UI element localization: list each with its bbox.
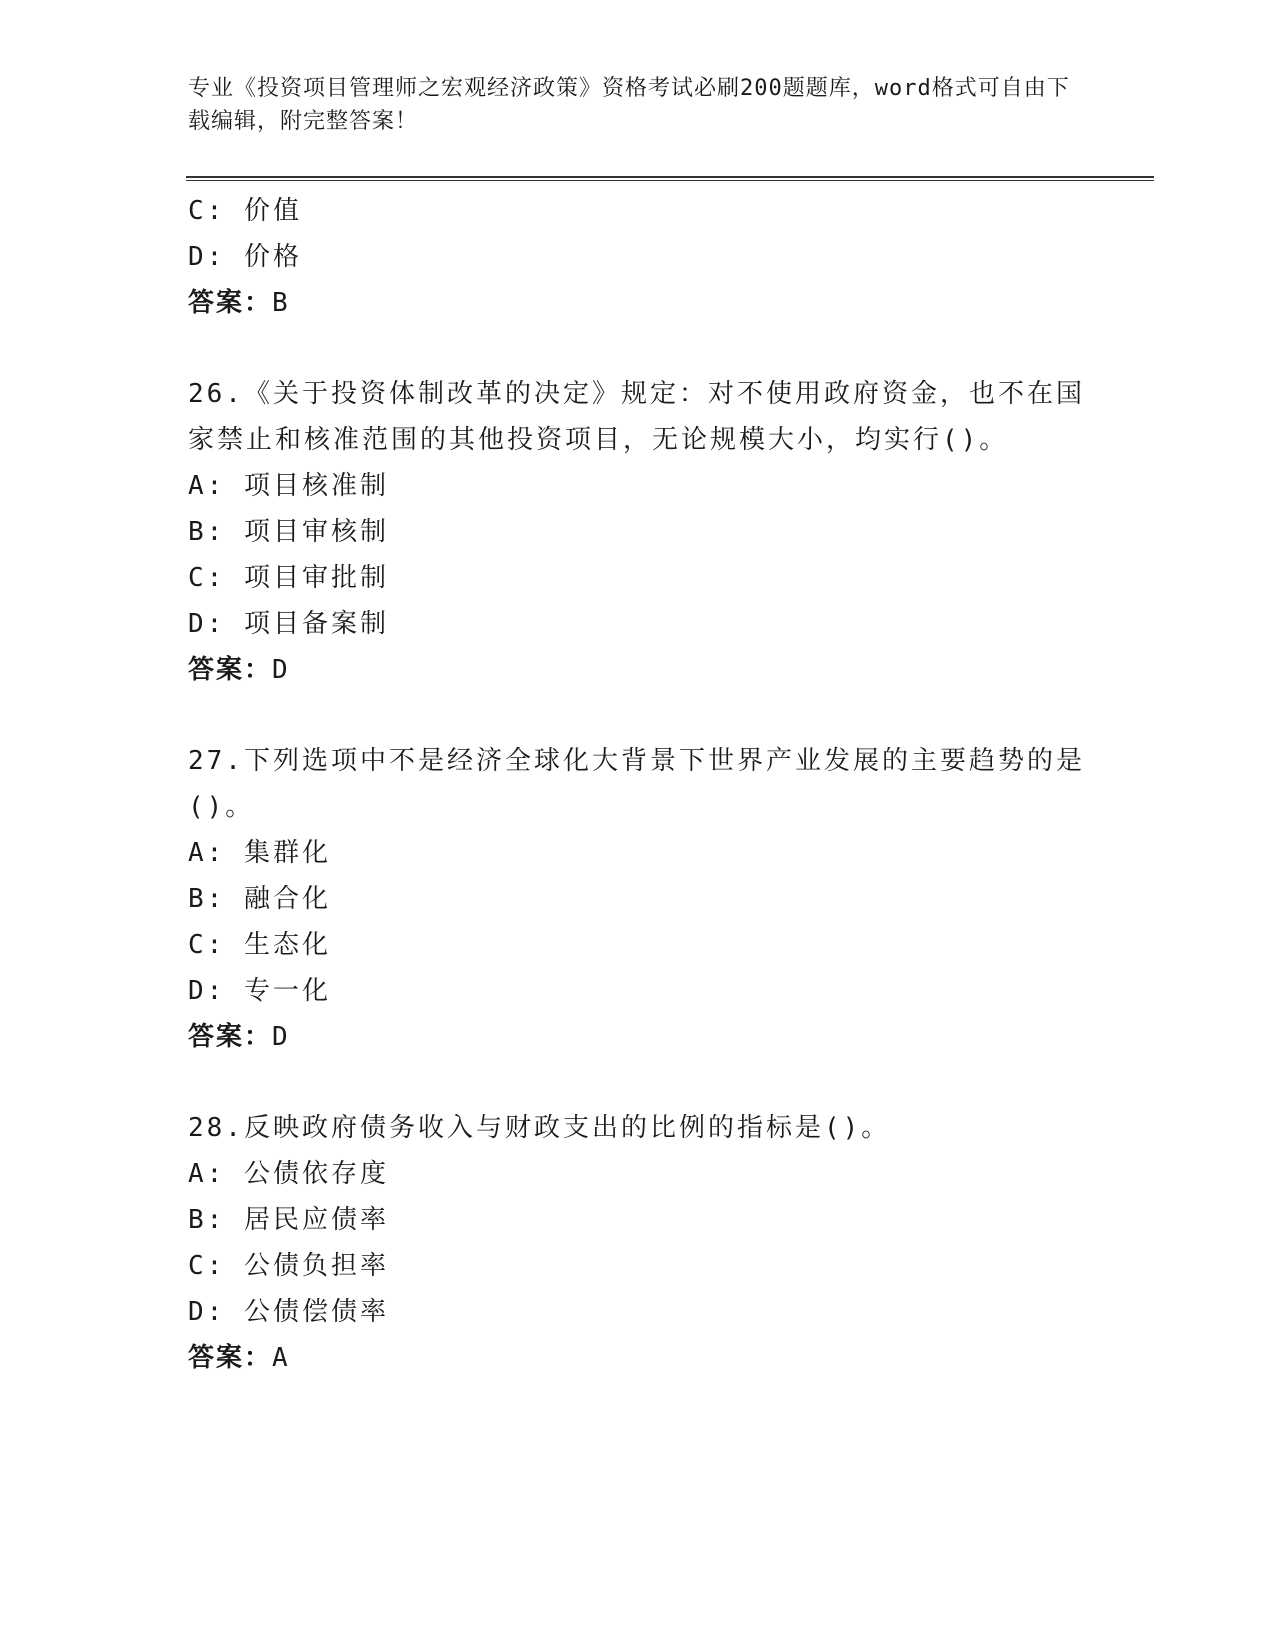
header-divider: [186, 176, 1154, 181]
option-c: C: 项目审批制: [188, 563, 389, 593]
answer-label: 答案：: [188, 288, 273, 318]
option-b: B: 融合化: [188, 884, 331, 914]
answer-label: 答案：: [188, 1022, 273, 1052]
question-text: 27.下列选项中不是经济全球化大背景下世界产业发展的主要趋势的是()。: [188, 746, 1085, 822]
answer-label: 答案：: [188, 1343, 273, 1373]
option-b: B: 居民应债率: [188, 1205, 389, 1235]
question-list: [188, 188, 1088, 1381]
answer-value: D: [272, 655, 290, 685]
document-header: [188, 72, 1088, 138]
question-block-28: [188, 1105, 1088, 1381]
option-c: C: 公债负担率: [188, 1251, 389, 1281]
answer-value: A: [272, 1343, 290, 1373]
answer-label: 答案：: [188, 655, 273, 685]
answer-line: [188, 1014, 1088, 1060]
answer-value: D: [272, 1022, 290, 1052]
answer-line: [188, 647, 1088, 693]
option-a: A: 集群化: [188, 838, 331, 868]
question-text: 26.《关于投资体制改革的决定》规定：对不使用政府资金，也不在国家禁止和核准范围的其他投资项目，无论规模大小，均实行()。: [188, 379, 1085, 455]
answer-line: [188, 1335, 1088, 1381]
option-d: D: 项目备案制: [188, 609, 389, 639]
option-a: A: 公债依存度: [188, 1159, 389, 1189]
option-d: D: 价格: [188, 242, 302, 272]
answer-line: [188, 280, 1088, 326]
question-text: 28.反映政府债务收入与财政支出的比例的指标是()。: [188, 1113, 891, 1143]
option-c: C: 价值: [188, 196, 302, 226]
question-block-25: [188, 188, 1088, 326]
option-d: D: 公债偿债率: [188, 1297, 389, 1327]
option-c: C: 生态化: [188, 930, 331, 960]
option-b: B: 项目审核制: [188, 517, 389, 547]
option-d: D: 专一化: [188, 976, 331, 1006]
question-block-26: [188, 371, 1088, 693]
answer-value: B: [272, 288, 290, 318]
option-a: A: 项目核准制: [188, 471, 389, 501]
document-title: 专业《投资项目管理师之宏观经济政策》资格考试必刷200题题库，word格式可自由下载编辑，附完整答案！: [188, 76, 1070, 134]
question-block-27: [188, 738, 1088, 1060]
